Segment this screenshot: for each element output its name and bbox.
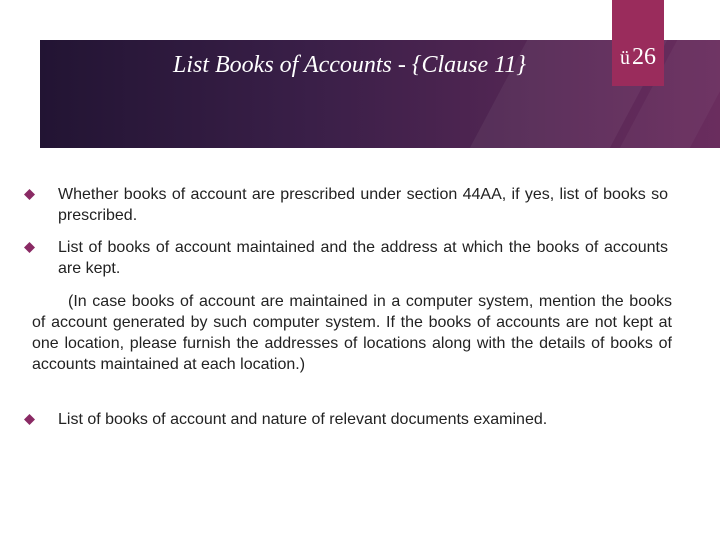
bullet-text: Whether books of account are prescribed under section 44AA, if yes, list of books so prescribed. [58,186,668,224]
diamond-bullet-icon [24,414,35,425]
slide-number: 26 [632,44,656,70]
diamond-bullet-icon [24,242,35,253]
note-paragraph: (In case books of account are maintained in a computer system, mention the books of account generated by such computer system. If the books of accounts are not kept at one location, please furnish the addresses of locations along with the details of books of accounts maintained at each location.) [32,293,672,373]
slide-title: List Books of Accounts - {Clause 11} [173,52,526,78]
bullet-text: List of books of account and nature of relevant documents examined. [58,411,548,428]
bullet-text: List of books of account maintained and the address at which the books of accounts are kept. [58,239,668,277]
checkmark-icon: ü [620,47,630,69]
diamond-bullet-icon [24,189,35,200]
slide-number-box [612,0,664,86]
